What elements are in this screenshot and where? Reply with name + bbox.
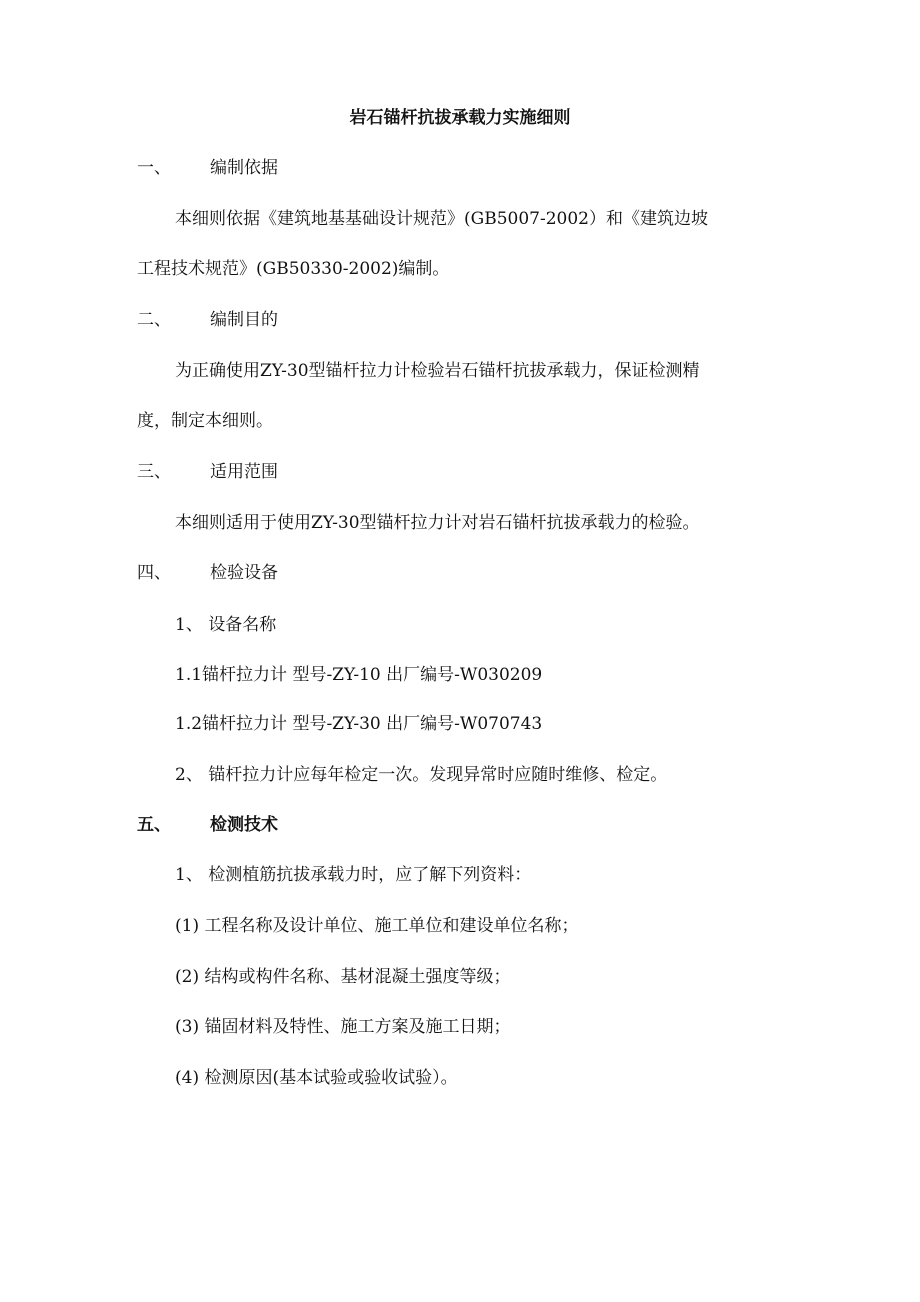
technique-subitem-3: (3) 锚固材料及特性、施工方案及施工日期；	[175, 1017, 511, 1037]
technique-item-1: 1、 检测植筋抗拔承载力时，应了解下列资料：	[175, 865, 532, 885]
equipment-item-1: 1、 设备名称	[175, 615, 277, 635]
equipment-item-1-1: 1.1锚杆拉力计 型号-ZY-10 出厂编号-W030209	[175, 665, 543, 685]
paragraph-2-line-2: 度，制定本细则。	[137, 411, 273, 431]
section-1-number: 一、	[137, 158, 171, 178]
paragraph-1-line-2: 工程技术规范》(GB50330-2002)编制。	[137, 259, 450, 279]
section-4-title: 检验设备	[210, 563, 278, 583]
paragraph-3-line-1: 本细则适用于使用ZY-30型锚杆拉力计对岩石锚杆抗拔承载力的检验。	[175, 513, 700, 533]
section-3-number: 三、	[137, 462, 171, 482]
technique-subitem-4: (4) 检测原因(基本试验或验收试验）。	[175, 1068, 458, 1088]
paragraph-1-line-1: 本细则依据《建筑地基基础设计规范》(GB5007-2002）和《建筑边坡	[175, 209, 708, 229]
technique-subitem-2: (2) 结构或构件名称、基材混凝土强度等级；	[175, 967, 511, 987]
section-3-title: 适用范围	[210, 462, 278, 482]
section-5-title: 检测技术	[210, 815, 278, 835]
technique-subitem-1: (1) 工程名称及设计单位、施工单位和建设单位名称；	[175, 916, 579, 936]
paragraph-2-line-1: 为正确使用ZY-30型锚杆拉力计检验岩石锚杆抗拔承载力，保证检测精	[175, 361, 700, 381]
section-2-title: 编制目的	[210, 310, 278, 330]
section-2-number: 二、	[137, 310, 171, 330]
equipment-item-1-2: 1.2锚杆拉力计 型号-ZY-30 出厂编号-W070743	[175, 714, 543, 734]
section-4-number: 四、	[137, 563, 171, 583]
section-5-number: 五、	[137, 815, 171, 835]
equipment-item-2: 2、 锚杆拉力计应每年检定一次。发现异常时应随时维修、检定。	[175, 765, 668, 785]
section-1-title: 编制依据	[210, 158, 278, 178]
page-title: 岩石锚杆抗拔承载力实施细则	[349, 108, 571, 128]
